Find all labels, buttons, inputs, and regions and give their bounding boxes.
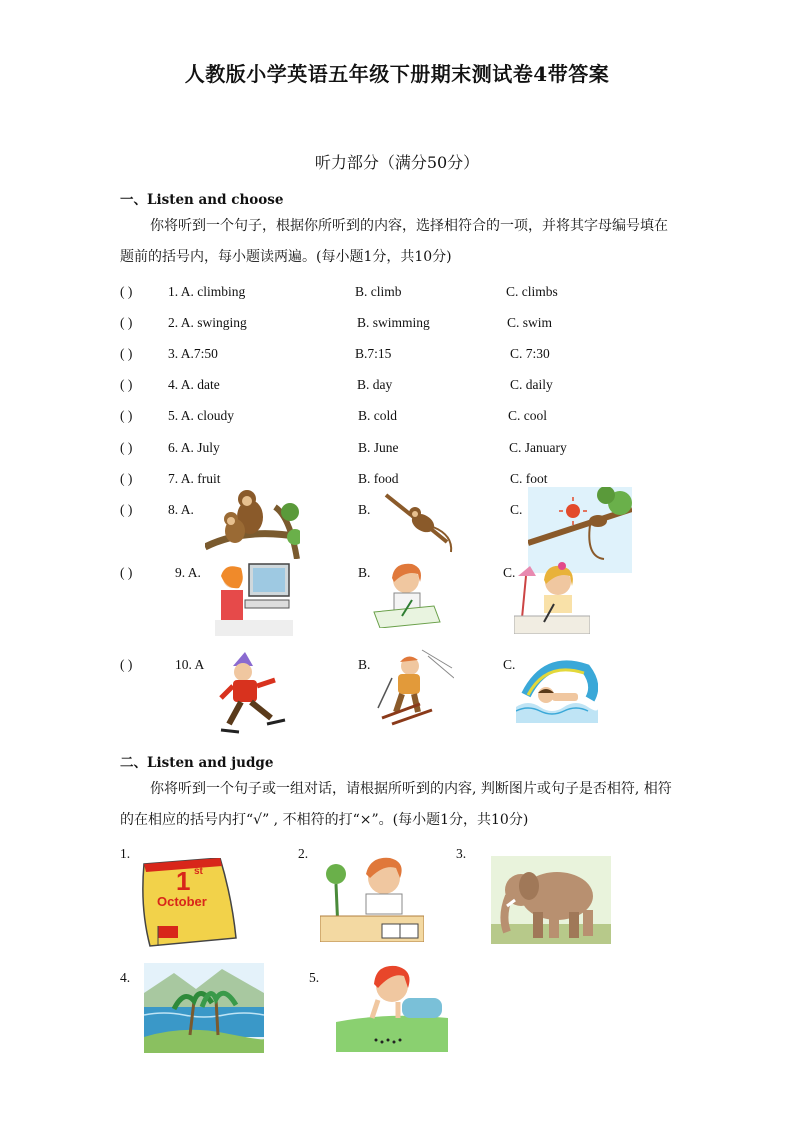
q2-option-b: B. swimming <box>357 315 430 330</box>
section2-heading: 二、Listen and judge <box>120 755 274 771</box>
q2-option-c: C. swim <box>507 315 553 330</box>
answer-paren-1[interactable]: ( ) <box>120 284 133 299</box>
answer-paren-4[interactable]: ( ) <box>120 377 133 392</box>
section1-heading: 一、Listen and choose <box>120 192 284 208</box>
girl-watching-ants-image <box>336 960 448 1052</box>
q2-option-a: 2. A. swinging <box>168 315 247 330</box>
girl-writing-at-lamp-image <box>514 560 590 634</box>
boy-skiing-image <box>372 648 454 726</box>
monkey-swinging-image <box>381 487 459 557</box>
q4-option-b: B. day <box>357 377 393 392</box>
trees-by-the-sea-image <box>144 963 264 1053</box>
q1-option-a: 1. A. climbing <box>168 284 246 299</box>
calendar-month: October <box>157 894 207 909</box>
q5-option-b: B. cold <box>358 408 397 423</box>
q7-option-c: C. foot <box>510 471 548 486</box>
q8-option-a-label: 8. A. <box>168 502 194 517</box>
q7-option-a: 7. A. fruit <box>168 471 221 486</box>
q3-option-c: C. 7:30 <box>510 346 550 361</box>
calendar-day: 1 <box>176 866 191 896</box>
judge-item-5-number: 5. <box>309 970 320 985</box>
calendar-day-suffix: st <box>194 866 203 877</box>
judge-item-4-number: 4. <box>120 970 131 985</box>
q6-option-a: 6. A. July <box>168 440 220 455</box>
q10-option-c-label: C. <box>503 657 516 672</box>
q9-option-c-label: C. <box>503 565 516 580</box>
q4-option-c: C. daily <box>510 377 553 392</box>
elephant-image <box>491 856 611 944</box>
answer-paren-2[interactable]: ( ) <box>120 315 133 330</box>
q10-option-a-label: 10. A <box>175 657 205 672</box>
answer-paren-8[interactable]: ( ) <box>120 502 133 517</box>
section2-instructions: 你将听到一个句子或一组对话，请根据所听到的内容, 判断图片或句子是否相符, 相符的在相应的括号内打“√” , 不相符的打“×”。(每小题1分，共10分) <box>120 781 672 828</box>
listening-section-title: 听力部分（满分50分） <box>314 153 480 172</box>
answer-paren-3[interactable]: ( ) <box>120 346 133 361</box>
answer-paren-5[interactable]: ( ) <box>120 408 133 423</box>
q8-option-b-label: B. <box>358 502 371 517</box>
q6-option-c: C. January <box>509 440 567 455</box>
judge-item-3-number: 3. <box>456 846 467 861</box>
q6-option-b: B. June <box>358 440 399 455</box>
q5-option-a: 5. A. cloudy <box>168 408 234 423</box>
answer-paren-6[interactable]: ( ) <box>120 440 133 455</box>
q3-option-a: 3. A.7:50 <box>168 346 218 361</box>
monkeys-climbing-image <box>205 487 300 559</box>
q10-option-b-label: B. <box>358 657 371 672</box>
boy-skating-image <box>215 650 293 736</box>
girl-using-computer-image <box>215 560 293 636</box>
q4-option-a: 4. A. date <box>168 377 220 392</box>
q5-option-c: C. cool <box>508 408 547 423</box>
q8-option-c-label: C. <box>510 502 523 517</box>
q9-option-a-label: 9. A. <box>175 565 201 580</box>
section1-instructions: 你将听到一个句子，根据你所听到的内容，选择相符合的一项，并将其字母编号填在题前的括号内，每小题读两遍。(每小题1分，共10分) <box>120 218 668 265</box>
boy-reading-at-lamp-image <box>320 850 424 942</box>
judge-item-1-number: 1. <box>120 846 131 861</box>
answer-paren-10[interactable]: ( ) <box>120 657 133 672</box>
judge-item-2-number: 2. <box>298 846 309 861</box>
q1-option-c: C. climbs <box>506 284 558 299</box>
boy-swimming-image <box>516 655 598 723</box>
q7-option-b: B. food <box>358 471 399 486</box>
q9-option-b-label: B. <box>358 565 371 580</box>
q3-option-b: B.7:15 <box>355 346 392 361</box>
q1-option-b: B. climb <box>355 284 402 299</box>
answer-paren-7[interactable]: ( ) <box>120 471 133 486</box>
girl-writing-image <box>372 560 442 628</box>
answer-paren-9[interactable]: ( ) <box>120 565 133 580</box>
page-title: 人教版小学英语五年级下册期末测试卷4带答案 <box>184 62 610 86</box>
